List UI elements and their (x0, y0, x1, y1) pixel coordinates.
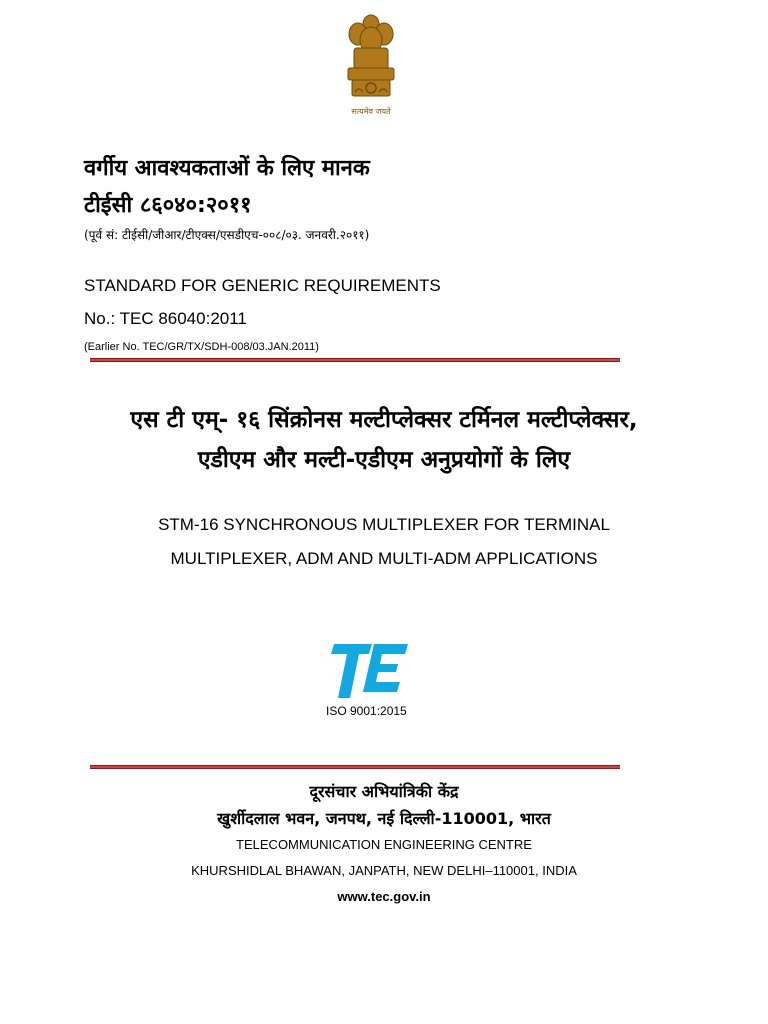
hindi-org-name: दूरसंचार अभियांत्रिकी केंद्र (309, 782, 459, 801)
emblem-motto: सत्यमेव जयते (351, 107, 391, 116)
hindi-subject-line-2: एडीएम और मल्टी-एडीएम अनुप्रयोगों के लिए (197, 447, 571, 473)
org-address: KHURSHIDLAL BHAWAN, JANPATH, NEW DELHI–110001, INDIA (191, 863, 577, 878)
divider (90, 765, 620, 769)
website-link[interactable]: www.tec.gov.in (337, 889, 431, 904)
standard-title: STANDARD FOR GENERIC REQUIREMENTS (84, 276, 441, 295)
national-emblem-icon (340, 10, 402, 122)
standard-number: No.: TEC 86040:2011 (84, 309, 247, 328)
earlier-number: (Earlier No. TEC/GR/TX/SDH-008/03.JAN.2011) (84, 341, 319, 353)
subject-line-2: MULTIPLEXER, ADM AND MULTI-ADM APPLICATIONS (170, 549, 598, 568)
hindi-earlier-number: (पूर्व सं: टीईसी/जीआर/टीएक्स/एसडीएच-००८/०३. जनवरी.२०११) (84, 228, 370, 242)
hindi-subject-line-1: एस टी एम्- १६ सिंक्रोनस मल्टीप्लेक्सर टर्मिनल मल्टीप्लेक्सर, (130, 407, 638, 433)
tec-logo-icon (326, 642, 410, 700)
subject-line-1: STM-16 SYNCHRONOUS MULTIPLEXER FOR TERMINAL (158, 515, 610, 534)
hindi-standard-number: टीईसी ८६०४०:२०११ (84, 193, 252, 218)
hindi-title: वर्गीय आवश्यकताओं के लिए मानक (84, 156, 370, 181)
hindi-org-address: खुर्शीदलाल भवन, जनपथ, नई दिल्ली-110001, भारत (217, 809, 551, 828)
divider (90, 358, 620, 362)
iso-certification: ISO 9001:2015 (326, 704, 407, 718)
org-name: TELECOMMUNICATION ENGINEERING CENTRE (236, 837, 532, 852)
